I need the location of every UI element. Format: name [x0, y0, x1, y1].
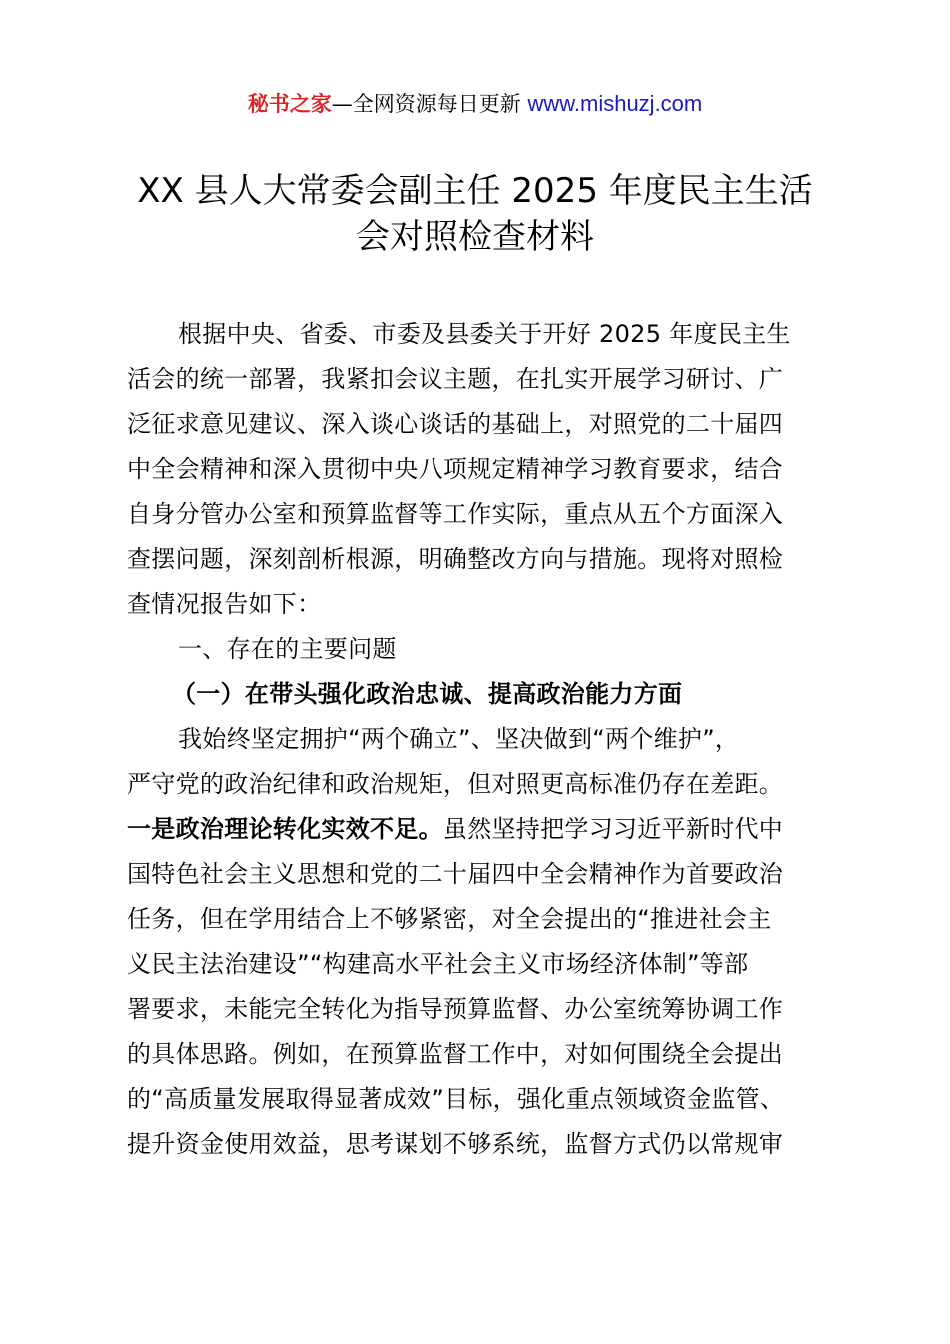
text-line: 提升资金使用效益，思考谋划不够系统，监督方式仍以常规审: [127, 1130, 784, 1158]
document-body: [127, 312, 847, 1167]
text-line: 的具体思路。例如，在预算监督工作中，对如何围绕全会提出: [127, 1040, 784, 1068]
text-line: 活会的统一部署，我紧扣会议主题，在扎实开展学习研讨、广: [127, 365, 784, 393]
intro-paragraph: [127, 312, 847, 627]
site-url-link[interactable]: www.mishuzj.com: [527, 91, 703, 116]
point-one-text: 虽然坚持把学习习近平新时代中: [442, 815, 784, 843]
paragraph-political-loyalty: [127, 717, 847, 807]
title-line-2: 会对照检查材料: [356, 217, 594, 257]
text-line: 中全会精神和深入贯彻中央八项规定精神学习教育要求，结合: [127, 455, 784, 483]
document-title: [0, 168, 950, 260]
title-line-1: XX 县人大常委会副主任 2025 年度民主生活: [137, 171, 813, 211]
section-heading: 一、存在的主要问题: [178, 635, 397, 663]
text-line: 的“高质量发展取得显著成效”目标，强化重点领域资金监管、: [127, 1085, 785, 1113]
site-header: [0, 88, 950, 120]
header-slogan: —全网资源每日更新: [331, 92, 521, 116]
subsection-heading: （一）在带头强化政治忠诚、提高政治能力方面: [172, 680, 683, 708]
text-line: 自身分管办公室和预算监督等工作实际，重点从五个方面深入: [127, 500, 784, 528]
text-line: 严守党的政治纪律和政治规矩，但对照更高标准仍存在差距。: [127, 770, 784, 798]
text-line: 查情况报告如下：: [127, 590, 322, 618]
paragraph-point-one: [127, 807, 847, 1167]
point-one-heading: 一是政治理论转化实效不足。: [127, 815, 443, 843]
text-line: 义民主法治建设”“构建高水平社会主义市场经济体制”等部: [127, 950, 749, 978]
text-line: 国特色社会主义思想和党的二十届四中全会精神作为首要政治: [127, 860, 784, 888]
text-line: 根据中央、省委、市委及县委关于开好 2025 年度民主生: [178, 320, 791, 348]
brand-name: 秘书之家: [247, 92, 332, 116]
text-line: 我始终坚定拥护“两个确立”、坚决做到“两个维护”，: [178, 725, 740, 753]
text-line: 泛征求意见建议、深入谈心谈话的基础上，对照党的二十届四: [127, 410, 784, 438]
text-line: 任务，但在学用结合上不够紧密，对全会提出的“推进社会主: [127, 905, 772, 933]
text-line: 查摆问题，深刻剖析根源，明确整改方向与措施。现将对照检: [127, 545, 784, 573]
text-line: 署要求，未能完全转化为指导预算监督、办公室统筹协调工作: [127, 995, 784, 1023]
text-line: [127, 807, 847, 852]
